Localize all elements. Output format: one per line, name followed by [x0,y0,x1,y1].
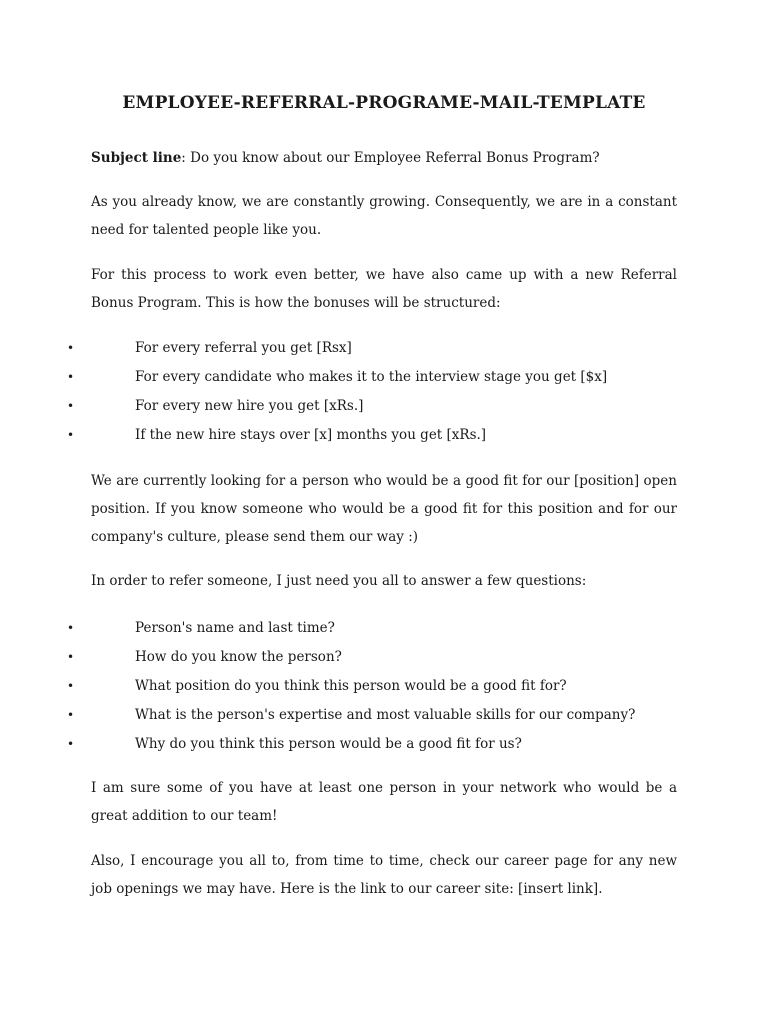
document-title: EMPLOYEE-REFERRAL-PROGRAME-MAIL-TEMPLATE [122,93,646,113]
bullet-icon: • [67,650,75,664]
list-item [0,643,768,672]
bullet-icon: • [67,679,75,693]
bullet-icon: • [67,737,75,751]
list-item-text: What is the person's expertise and most valuable skills for our company? [135,707,636,723]
list-item-text: Why do you think this person would be a good fit for us? [135,736,522,752]
list-item [0,701,768,730]
list-item [0,421,768,450]
paragraph-referral-program: For this process to work even better, we have also came up with a new Referral Bonus Program. This is how the bonuses will be structured: [91,267,677,311]
list-item-text: Person's name and last time? [135,620,335,636]
list-item [0,614,768,643]
list-item [0,392,768,421]
list-item [0,334,768,363]
bullet-icon: • [67,708,75,722]
list-item-text: What position do you think this person would be a good fit for? [135,678,567,694]
bullet-icon: • [67,370,75,384]
subject-line [91,144,677,172]
list-item-text: For every referral you get [Rsx] [135,340,352,356]
list-item-text: How do you know the person? [135,649,342,665]
list-item [0,363,768,392]
bullet-icon: • [67,428,75,442]
list-item-text: For every new hire you get [xRs.] [135,398,364,414]
question-list [0,614,768,759]
list-item-text: If the new hire stays over [x] months you get [xRs.] [135,427,487,443]
paragraph-refer-questions: In order to refer someone, I just need you all to answer a few questions: [91,573,587,589]
paragraph-position: We are currently looking for a person who would be a good fit for our [position] open position. If you know someone who would be a good fit for this position and for our company's culture, please send them our way :) [91,473,677,545]
list-item [0,730,768,759]
list-item-text: For every candidate who makes it to the interview stage you get [$x] [135,369,608,385]
bullet-icon: • [67,399,75,413]
paragraph-network: I am sure some of you have at least one person in your network who would be a great addition to our team! [91,780,677,824]
paragraph-growing: As you already know, we are constantly growing. Consequently, we are in a constant need for talented people like you. [91,194,677,238]
subject-label: Subject line [91,150,182,166]
paragraph-career-page: Also, I encourage you all to, from time to time, check our career page for any new job openings we may have. Here is the link to our career site: [insert link]. [91,853,677,897]
list-item [0,672,768,701]
bullet-icon: • [67,621,75,635]
bonus-list [0,334,768,450]
subject-text: : Do you know about our Employee Referral Bonus Program? [181,150,600,166]
bullet-icon: • [67,341,75,355]
